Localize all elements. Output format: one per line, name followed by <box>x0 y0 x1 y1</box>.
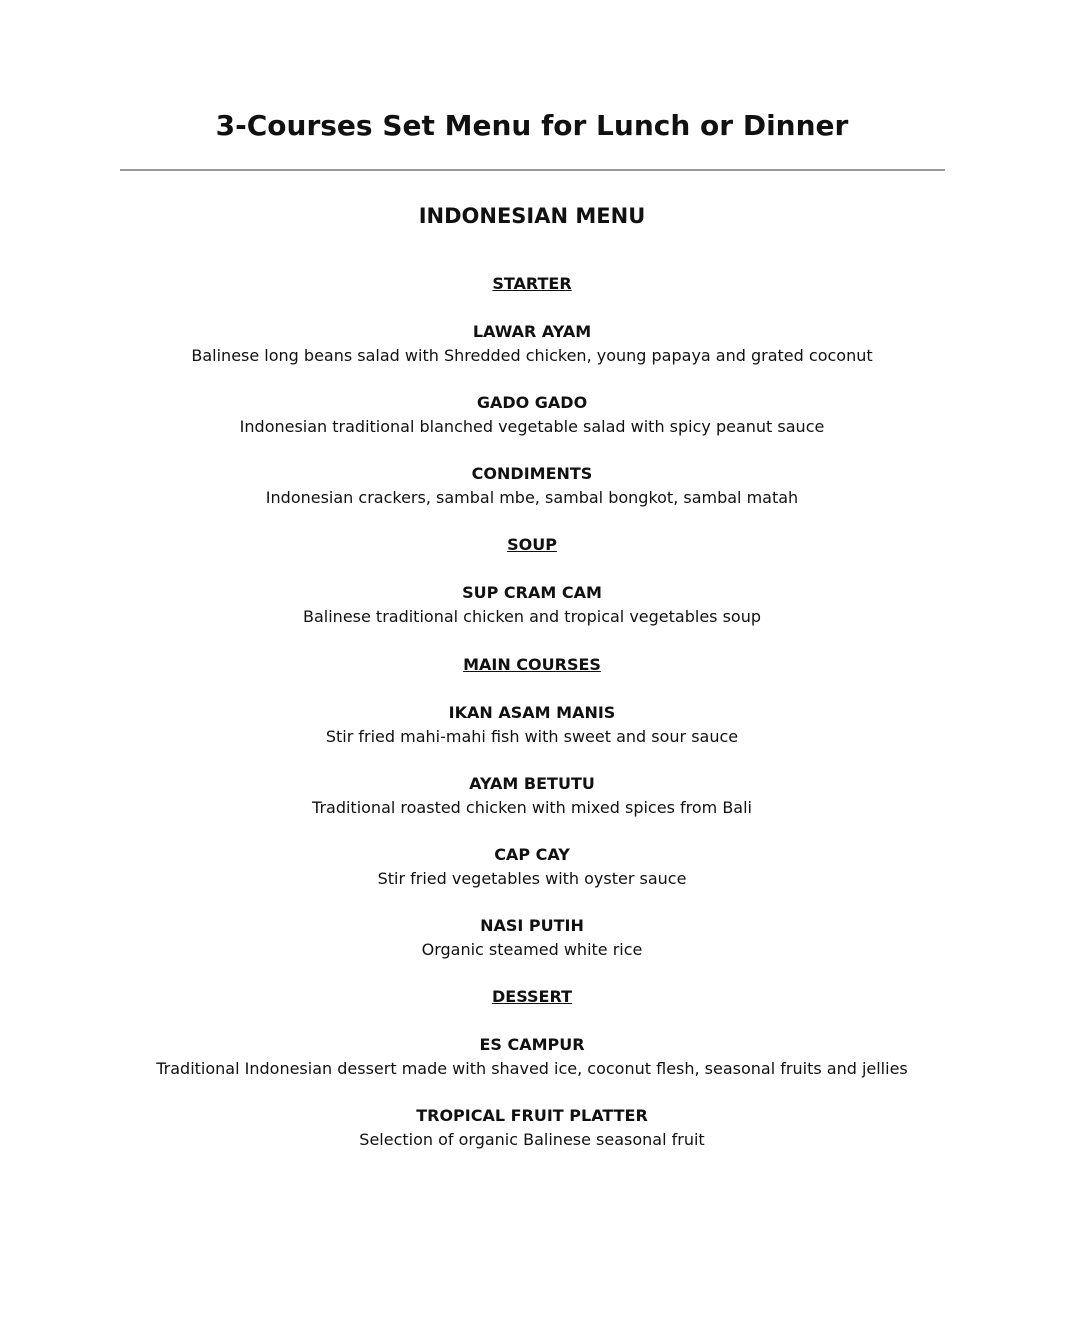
dish-name: IKAN ASAM MANIS <box>448 703 616 722</box>
section-soup <box>0 533 1064 629</box>
page-title: 3-Courses Set Menu for Lunch or Dinner <box>215 109 849 142</box>
dish-name: CAP CAY <box>494 845 570 864</box>
section-title: STARTER <box>492 274 572 293</box>
menu-heading: INDONESIAN MENU <box>418 204 646 228</box>
dish-item <box>0 1033 1064 1081</box>
dish-item <box>0 843 1064 891</box>
section-title: DESSERT <box>492 987 572 1006</box>
dish-name: LAWAR AYAM <box>472 322 592 341</box>
dish-description: Traditional roasted chicken with mixed spices from Bali <box>312 798 752 817</box>
dish-item <box>0 701 1064 749</box>
dish-description: Selection of organic Balinese seasonal fruit <box>359 1130 705 1149</box>
dish-item <box>0 914 1064 962</box>
dish-description: Stir fried vegetables with oyster sauce <box>377 869 687 888</box>
dish-name: SUP CRAM CAM <box>462 583 602 602</box>
dish-description: Indonesian crackers, sambal mbe, sambal bongkot, sambal matah <box>265 488 799 507</box>
divider <box>120 169 945 171</box>
section-title: SOUP <box>507 535 557 554</box>
dish-name: TROPICAL FRUIT PLATTER <box>416 1106 648 1125</box>
dish-description: Balinese long beans salad with Shredded chicken, young papaya and grated coconut <box>191 346 873 365</box>
dish-name: CONDIMENTS <box>471 464 593 483</box>
dish-description: Traditional Indonesian dessert made with shaved ice, coconut flesh, seasonal fruits and jellies <box>156 1059 908 1078</box>
section-starter <box>0 272 1064 510</box>
dish-description: Balinese traditional chicken and tropical vegetables soup <box>303 607 761 626</box>
dish-item <box>0 320 1064 368</box>
section-title: MAIN COURSES <box>463 655 601 674</box>
dish-name: NASI PUTIH <box>480 916 584 935</box>
dish-description: Indonesian traditional blanched vegetable salad with spicy peanut sauce <box>239 417 825 436</box>
dish-description: Organic steamed white rice <box>421 940 643 959</box>
dish-item <box>0 391 1064 439</box>
dish-name: GADO GADO <box>476 393 588 412</box>
dish-item <box>0 1104 1064 1152</box>
section-dessert <box>0 985 1064 1152</box>
dish-name: AYAM BETUTU <box>469 774 595 793</box>
dish-item <box>0 772 1064 820</box>
dish-description: Stir fried mahi-mahi fish with sweet and sour sauce <box>325 727 739 746</box>
dish-item <box>0 581 1064 629</box>
section-main-courses <box>0 653 1064 962</box>
dish-item <box>0 462 1064 510</box>
menu-body <box>0 272 1064 1175</box>
dish-name: ES CAMPUR <box>479 1035 585 1054</box>
